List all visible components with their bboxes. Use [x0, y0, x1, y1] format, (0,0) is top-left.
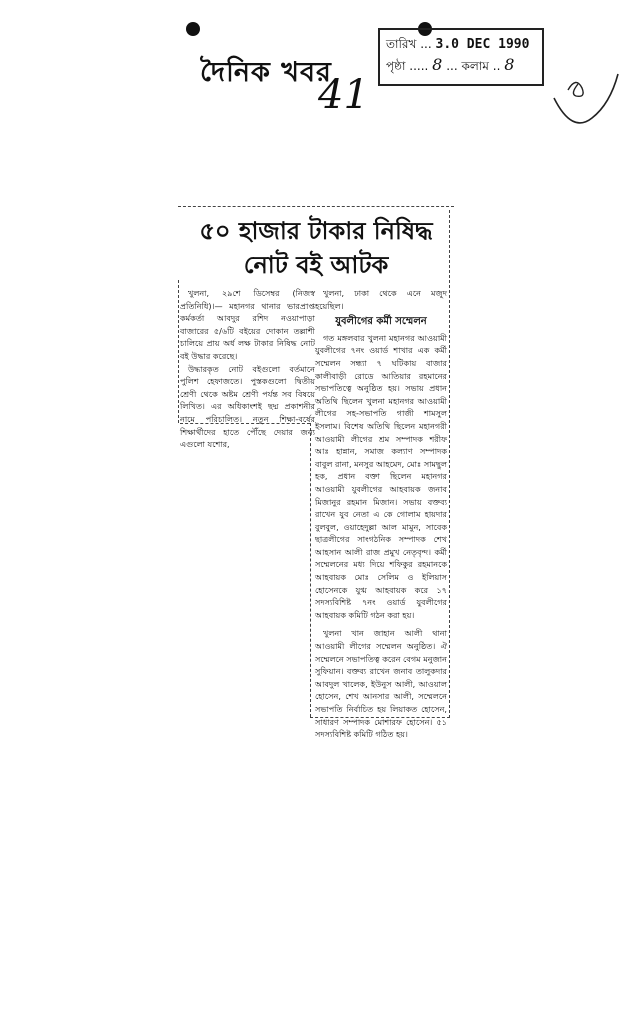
article-paragraph: খুলনা, ঢাকা থেকে এনে মজুদ হয়েছিল।: [315, 288, 447, 311]
article-paragraph: খুলনা খান জাহান আলী থানা আওয়ামী লীগের সম্মেলন অনুষ্ঠিত। ঐ সম্মেলনে সভাপতিত্ব করেন বেগম মনুজান সুফিয়ান। বক্তব্য রাখেন জনাব তালুকদার আবদুল খালেক, ইউনুস আলী, আওয়াল হোসেন, শেখ আনসার আলী, সম্মেলনে সভাপতি নির্বাচিত হয় লিয়াকত হোসেন, সাধারণ সম্পাদক মোশারফ হোসেন। ৫১ সদস্যবিশিষ্ট কমিটি গঠিত হয়।: [315, 628, 447, 740]
article-subheading: যুবলীগের কর্মী সম্মেলন: [335, 316, 427, 328]
stamp-page-label: পৃষ্ঠা: [386, 59, 406, 73]
stamp-page-value: 8: [432, 55, 443, 74]
article-column-1: [180, 287, 315, 450]
headline-line-1: ৫০ হাজার টাকার নিষিদ্ধ: [199, 217, 433, 245]
signature-mark: [552, 68, 618, 134]
stamp-page-row: পৃষ্ঠা ..... 8 ... কলাম .. 8: [386, 55, 515, 74]
stamp-column-value: 8: [504, 55, 515, 74]
stamp-date-label: তারিখ: [386, 37, 417, 51]
clipping-edge-step: [310, 423, 311, 717]
stamp-column-label: কলাম: [461, 59, 489, 73]
article-column-2: [315, 287, 447, 740]
newspaper-name: দৈনিক খবর: [200, 57, 332, 88]
article-headline: [178, 214, 454, 282]
stamp-date-row: তারিখ ... 3.0 DEC 1990: [386, 37, 530, 52]
article-paragraph: উদ্ধারকৃত নোট বইগুলো বর্তমানে পুলিশ হেফাজতে। পুস্তকগুলো দ্বিতীয় শ্রেণী থেকে অষ্টম শ্রেণী পর্যন্ত সব বিষয়ে লিখিত। এর অধিকাংশই ছদ্ম প্রকাশনীর নামে পরিচালিত। নতুন শিক্ষা-বর্ষের শিক্ষার্থীদের হাতে পৌঁছে দেয়ার জন্য এগুলো যশোর,: [180, 363, 315, 450]
clipping-edge-top: [178, 206, 454, 207]
headline-line-2: নোট বই আটক: [243, 251, 389, 279]
clipping-edge-left: [178, 280, 179, 423]
article-paragraph: গত মঙ্গলবার খুলনা মহানগর আওয়ামী যুবলীগের ৭নং ওয়ার্ড শাখার এক কর্মী সম্মেলন সন্ধ্যা ৭ ঘটিকায় বাজার কালীবাড়ী রোডে আতিয়ার রহমানের সভাপতিত্বে অনুষ্ঠিত হয়। সভায় প্রধান অতিথি ছিলেন খুলনা মহানগর আওয়ামী লীগের সহ-সভাপতি গাজী শামসুল ইসলাম। বিশেষ অতিথি ছিলেন মহানগরী আওয়ামী লীগের শ্রম সম্পাদক শরীফ আঃ হান্নান, সমাজ কল্যাণ সম্পাদক বাবুল রানা, মনসুর আহমেদ, মোঃ সামছুল হক, প্রধান বক্তা ছিলেন মহানগর আওয়ামী যুবলীগের আহবায়ক জনাব মিজানুর রহমান মিজান। সভায় বক্তব্য রাখেন যুব নেতা এ কে গোলাম হায়দার বুলবুল, ওয়াহেদুল্লা আল মামুন, সাবেক ছাত্রলীগের সাংগঠনিক সম্পাদক শেখ আহসান আলী রাজ প্রমুখ নেতৃবৃন্দ। কর্মী সম্মেলনের মধ্য দিয়ে শফিকুর রহমানকে আহবায়ক মোঃ সেলিম ও ইলিয়াস হোসেনকে যুগ্ম আহবায়ক করে ১৭ সদস্যবিশিষ্ট ৭নং ওয়ার্ড যুবলীগের আহবায়ক কমিটি গঠন করা হয়।: [315, 332, 447, 620]
punch-hole-left: [186, 22, 200, 36]
date-stamp: [378, 28, 544, 86]
stamp-date-value: 3.0 DEC 1990: [435, 37, 530, 52]
handwritten-page-number: 41: [318, 72, 369, 118]
article-paragraph: খুলনা, ২৯শে ডিসেম্বর (নিজস্ব প্রতিনিধি)।— মহানগর থানার ভারপ্রাপ্ত কর্মকর্তা আবদুর রশিদ নওয়াপাড়া বাজারের ৫/৬টি বইয়ের দোকান তল্লাশী চালিয়ে প্রায় অর্ধ লক্ষ টাকার নিষিদ্ধ নোট বই উদ্ধার করেছে।: [180, 288, 315, 361]
clipping-edge-right: [449, 210, 450, 718]
